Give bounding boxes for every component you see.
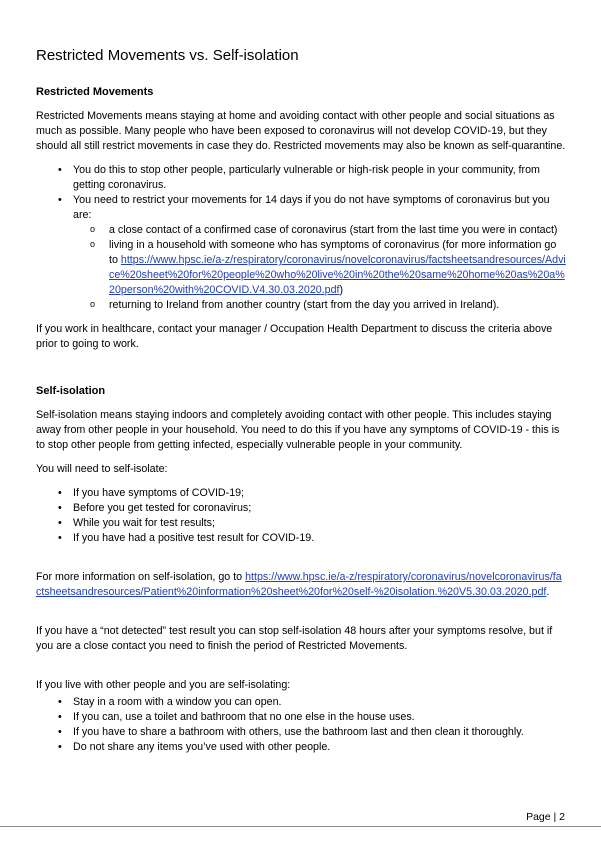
list-item [73,238,566,298]
selfiso-info-link[interactable]: https://www.hpsc.ie/a-z/respiratory/coronavirus/novelcoronavirus/factsheetsandresources/Patient%20information%20sheet%20for%20self-%20isolation.%20V5.30.03.2020.pdf [36,571,562,598]
selfiso-bullet-2: Before you get tested for coronavirus; [73,502,252,514]
sub-item-close-contact: a close contact of a confirmed case of coronavirus (start from the last time you were in contact) [109,224,558,236]
sub-item-returning: returning to Ireland from another country (start from the day you arrived in Ireland). [109,299,500,311]
page-title: Restricted Movements vs. Self-isolation [36,47,299,64]
page-number: Page | 2 [526,811,565,823]
selfiso-list [36,486,566,546]
more-info-text: For more information on self-isolation, go to [36,571,246,583]
live-bullet-1: Stay in a room with a window you can open. [73,696,282,708]
list-item [36,725,566,740]
restricted-bullet-1: You do this to stop other people, particularly vulnerable or high-risk people in your community, from getting coronavirus. [73,164,540,191]
restricted-bullet-2: You need to restrict your movements for 14 days if you do not have symptoms of coronavirus but you are: [73,194,550,221]
list-item [36,531,566,546]
sub-item-household-end: ) [339,284,344,296]
selfiso-bullet-3: While you wait for test results; [73,517,215,529]
page-content [36,47,566,764]
live-bullet-3: If you have to share a bathroom with others, use the bathroom last and then clean it thoroughly. [73,726,524,738]
list-item [36,163,566,193]
list-item [36,740,566,755]
selfiso-bullet-4: If you have had a positive test result for COVID-19. [73,532,315,544]
list-item [73,298,566,313]
list-item [36,193,566,313]
restricted-heading: Restricted Movements [36,86,154,98]
more-info-paragraph [36,570,566,600]
section-spacer [36,663,566,678]
live-bullet-2: If you can, use a toilet and bathroom that no one else in the house uses. [73,711,415,723]
list-item [36,501,566,516]
more-info-end: . [546,586,550,598]
household-advice-link[interactable]: https://www.hpsc.ie/a-z/respiratory/coronavirus/novelcoronavirus/factsheetsandresources/Advice%20sheet%20for%20people%20who%20live%20in%20the%20same%20home%20as%20a%20person%20with%20COVID.V4.30.03.2020.pdf [109,254,566,296]
restricted-intro: Restricted Movements means staying at home and avoiding contact with other people and social situations as much as possible. Many people who have been exposed to coronavirus will not develop COVID-19, but they should all still restrict movements in case they do. Restricted movements may also be known as self-quarantine. [36,110,566,152]
sub-item-household-text: living in a household with someone who has symptoms of coronavirus (for more information go to [109,239,557,266]
section-spacer [36,555,566,570]
section-spacer [36,361,566,384]
healthcare-note: If you work in healthcare, contact your manager / Occupation Health Department to discuss the criteria above prior to going to work. [36,323,553,350]
selfiso-need: You will need to self-isolate: [36,463,168,475]
selfiso-heading: Self-isolation [36,385,106,397]
list-item [36,710,566,725]
live-bullet-4: Do not share any items you’ve used with other people. [73,741,331,753]
list-item [36,695,566,710]
list-item [36,486,566,501]
list-item [36,516,566,531]
live-with-others-intro: If you live with other people and you are self-isolating: [36,679,291,691]
selfiso-bullet-1: If you have symptoms of COVID-19; [73,487,245,499]
footer-divider [0,826,601,827]
list-item [73,223,566,238]
not-detected-note: If you have a “not detected” test result you can stop self-isolation 48 hours after your symptoms resolve, but if you are a close contact you need to finish the period of Restricted Movements. [36,625,553,652]
selfiso-intro: Self-isolation means staying indoors and completely avoiding contact with other people. This includes staying away from other people in your household. You need to do this if you have any symptoms of COVID-19 - this is to stop other people from getting infected, especially vulnerable people in your community. [36,409,560,451]
section-spacer [36,609,566,624]
restricted-sublist [73,223,566,313]
live-with-others-list [36,695,566,755]
restricted-list [36,163,566,313]
